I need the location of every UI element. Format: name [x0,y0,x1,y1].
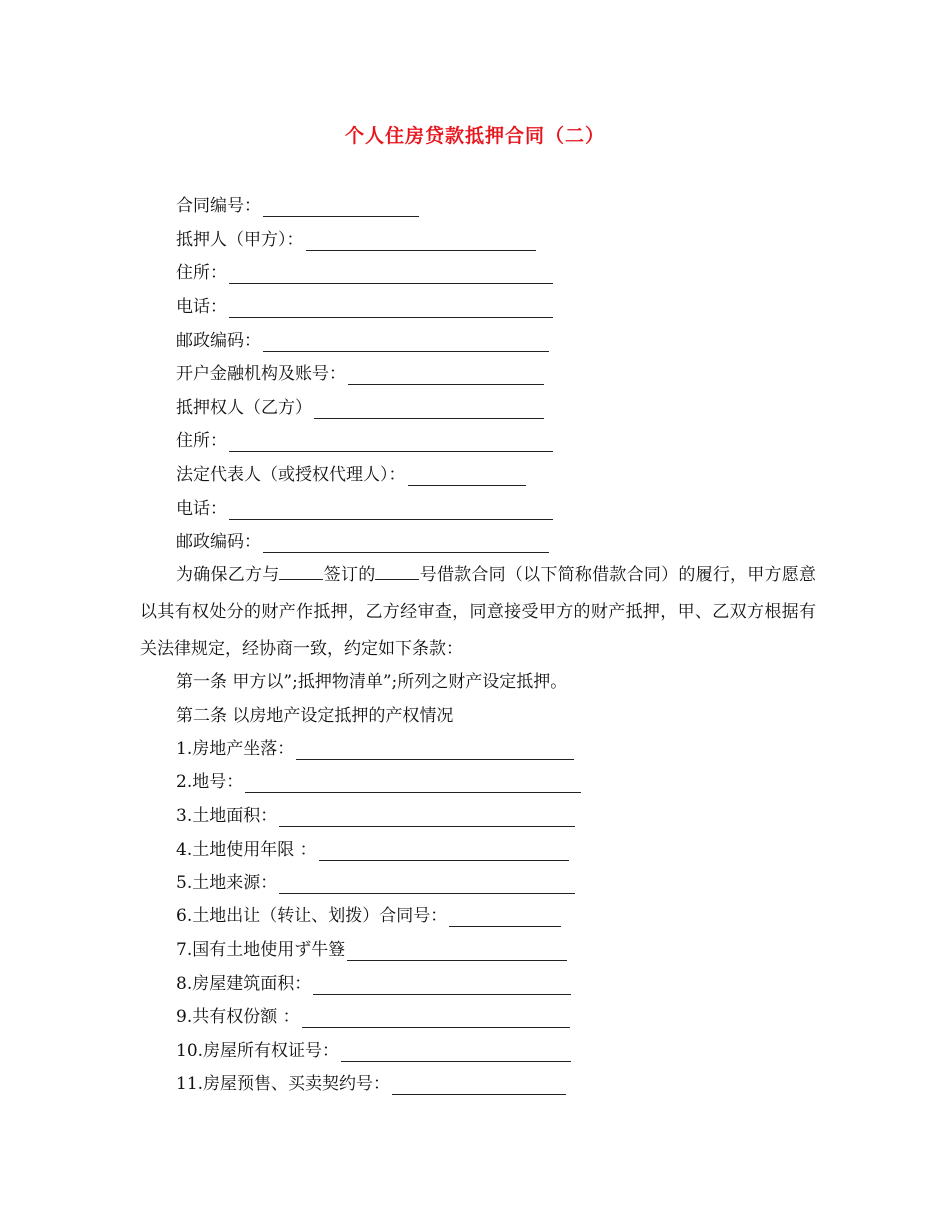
blank-line [263,532,549,553]
blank-line [449,906,561,927]
article-1-text: 第一条 甲方以”;抵押物清单”;所列之财产设定抵押。 [176,672,568,692]
field-label: 抵押人（甲方）： [176,230,304,250]
field-label: 法定代表人（或授权代理人）： [176,465,406,485]
item-label: 10.房屋所有权证号： [176,1041,340,1061]
mortgagee-field [176,393,544,423]
item-label: 11.房屋预售、买卖契约号： [176,1074,391,1094]
blank-line [229,263,553,284]
item-label: 7.国有土地使用ず牛簦 [176,940,346,960]
field-label: 电话： [176,499,227,519]
mortgagor-postcode-field [176,326,549,356]
item-label: 9.共有权份额 ： [176,1007,300,1027]
field-label: 邮政编码： [176,331,261,351]
blank-line [302,1007,570,1028]
blank-line [375,561,419,580]
item-label: 1.房地产坐落： [176,739,295,759]
field-label: 开户金融机构及账号： [176,364,346,384]
mortgagee-postcode-field [176,527,549,557]
blank-line [392,1074,566,1095]
document-title: 个人住房贷款抵押合同（二） [344,125,605,147]
blank-line [319,840,569,861]
field-label: 住所： [176,431,227,451]
property-item [176,901,561,931]
field-label: 住所： [176,263,227,283]
blank-line [306,230,536,251]
article-1 [176,667,567,697]
intro-text-1: 为确保乙方与 [176,565,280,585]
property-item [176,767,581,797]
mortgagor-phone-field [176,292,553,322]
blank-line [313,974,571,995]
bank-account-field [176,359,544,389]
mortgagor-field [176,225,536,255]
mortgagee-address-field [176,426,553,456]
item-label: 8.房屋建筑面积： [176,974,312,994]
article-2-text: 第二条 以房地产设定抵押的产权情况 [176,706,454,726]
property-item [176,801,575,831]
blank-line [229,499,553,520]
intro-paragraph [140,557,816,668]
property-item [176,969,571,999]
article-2 [176,701,453,731]
item-label: 5.土地来源： [176,873,278,893]
item-label: 3.土地面积： [176,806,278,826]
property-item [176,1069,566,1099]
blank-line [279,873,575,894]
field-label: 合同编号： [176,196,261,216]
property-item [176,1002,570,1032]
field-label: 电话： [176,297,227,317]
property-item [176,1036,571,1066]
mortgagee-phone-field [176,494,553,524]
item-label: 4.土地使用年限 ： [176,840,317,860]
intro-text-3: 号借款合同（以下简称借款合同）的履行，甲方愿意以其有权处分的财产作抵押，乙方经审查，同意接受甲方的财产抵押，甲、乙双方根据有关法律规定，经协商一致，约定如下条款： [140,565,817,659]
intro-text-2: 签订的 [323,565,376,585]
blank-line [245,772,581,793]
property-item [176,868,575,898]
contract-number-field [176,191,419,221]
item-label: 6.土地出让（转让、划拨）合同号： [176,906,448,926]
legal-representative-field [176,460,526,490]
field-label: 邮政编码： [176,532,261,552]
blank-line [348,364,544,385]
blank-line [347,940,567,961]
blank-line [296,739,574,760]
blank-line [263,331,549,352]
blank-line [229,297,553,318]
property-item [176,734,574,764]
property-item [176,835,569,865]
blank-line [408,465,526,486]
property-item [176,935,567,965]
mortgagor-address-field [176,258,553,288]
blank-line [279,806,575,827]
blank-line [341,1041,571,1062]
blank-line [314,398,544,419]
blank-line [229,431,553,452]
blank-line [279,561,323,580]
blank-line [263,196,419,217]
item-label: 2.地号： [176,772,244,792]
field-label: 抵押权人（乙方） [176,398,312,418]
